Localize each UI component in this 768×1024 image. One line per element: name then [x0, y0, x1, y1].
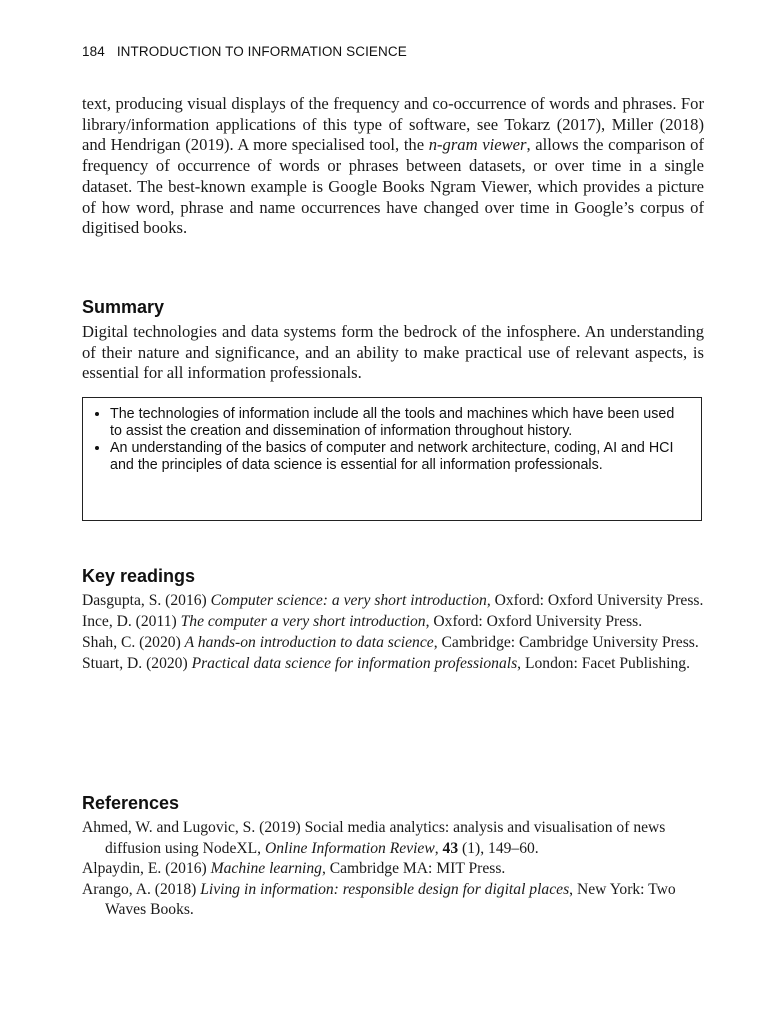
intro-text-part1: text, producing visual displays of the frequency and co-occurrence of words and phrases. For library/information applications of this type of software, see Tokarz (2017), Miller (2018) and Hendrigan (2019). A more specialised tool, the — [82, 94, 704, 155]
summary-box — [82, 397, 702, 521]
key-readings-list — [82, 591, 706, 675]
reading-title: The computer a very short introduction — [180, 613, 426, 630]
references-heading: References — [82, 793, 180, 813]
reference-entry: Arango, A. (2018) Living in information: responsible design for digital places, New York: Two Waves Books. — [82, 880, 676, 918]
running-head — [82, 44, 407, 59]
reading-entry: Ince, D. (2011) The computer a very short introduction, Oxford: Oxford University Press. — [82, 613, 643, 630]
reading-entry: Stuart, D. (2020) Practical data science for information professionals, London: Facet Publishing. — [82, 655, 690, 672]
ngram-viewer-term: n-gram viewer — [428, 135, 527, 155]
intro-text-part2: , allows the comparison of frequency of occurrence of words or phrases between datasets, or over time in a single dataset. The best-known example is Google Books Ngram Viewer, which provides a picture of how word, phrase and name occurrences have changed over time in Google’s corpus of digitised books. — [82, 135, 704, 238]
summary-bullet: • The technologies of information include all the tools and machines which have been used to assist the creation and dissemination of information throughout history. — [110, 406, 687, 440]
reading-title: Practical data science for information professionals — [191, 655, 518, 672]
reading-entry: Dasgupta, S. (2016) Computer science: a very short introduction, Oxford: Oxford University Press. — [82, 592, 704, 609]
journal-volume: 43 — [442, 839, 459, 857]
reference-title: Machine learning — [210, 860, 322, 877]
running-head-title: INTRODUCTION TO INFORMATION SCIENCE — [116, 44, 407, 59]
reading-title: A hands-on introduction to data science — [184, 634, 434, 651]
summary-heading: Summary — [82, 297, 165, 317]
reference-title: Living in information: responsible design for digital places — [200, 880, 570, 898]
reading-entry: Shah, C. (2020) A hands-on introduction to data science, Cambridge: Cambridge University Press. — [82, 634, 699, 651]
summary-bullet: • An understanding of the basics of computer and network architecture, coding, AI and HCI and the principles of data science is essential for all information professionals. — [110, 440, 687, 474]
reference-entry: Alpaydin, E. (2016) Machine learning, Cambridge MA: MIT Press. — [82, 860, 506, 877]
reference-entry: Ahmed, W. and Lugovic, S. (2019) Social media analytics: analysis and visualisation of news diffusion using NodeXL, Online Information Review, 43 (1), 149–60. — [82, 819, 666, 857]
journal-title: Online Information Review — [264, 839, 435, 857]
references-list — [82, 818, 706, 921]
reading-title: Computer science: a very short introduction — [210, 592, 487, 609]
summary-bullet-list — [83, 398, 701, 474]
intro-paragraph — [82, 94, 704, 239]
key-readings-heading: Key readings — [82, 566, 196, 586]
summary-paragraph: Digital technologies and data systems form the bedrock of the infosphere. An understanding of their nature and significance, and an ability to make practical use of relevant aspects, is essential for all information professionals. — [82, 322, 704, 383]
page-number: 184 — [82, 44, 105, 59]
